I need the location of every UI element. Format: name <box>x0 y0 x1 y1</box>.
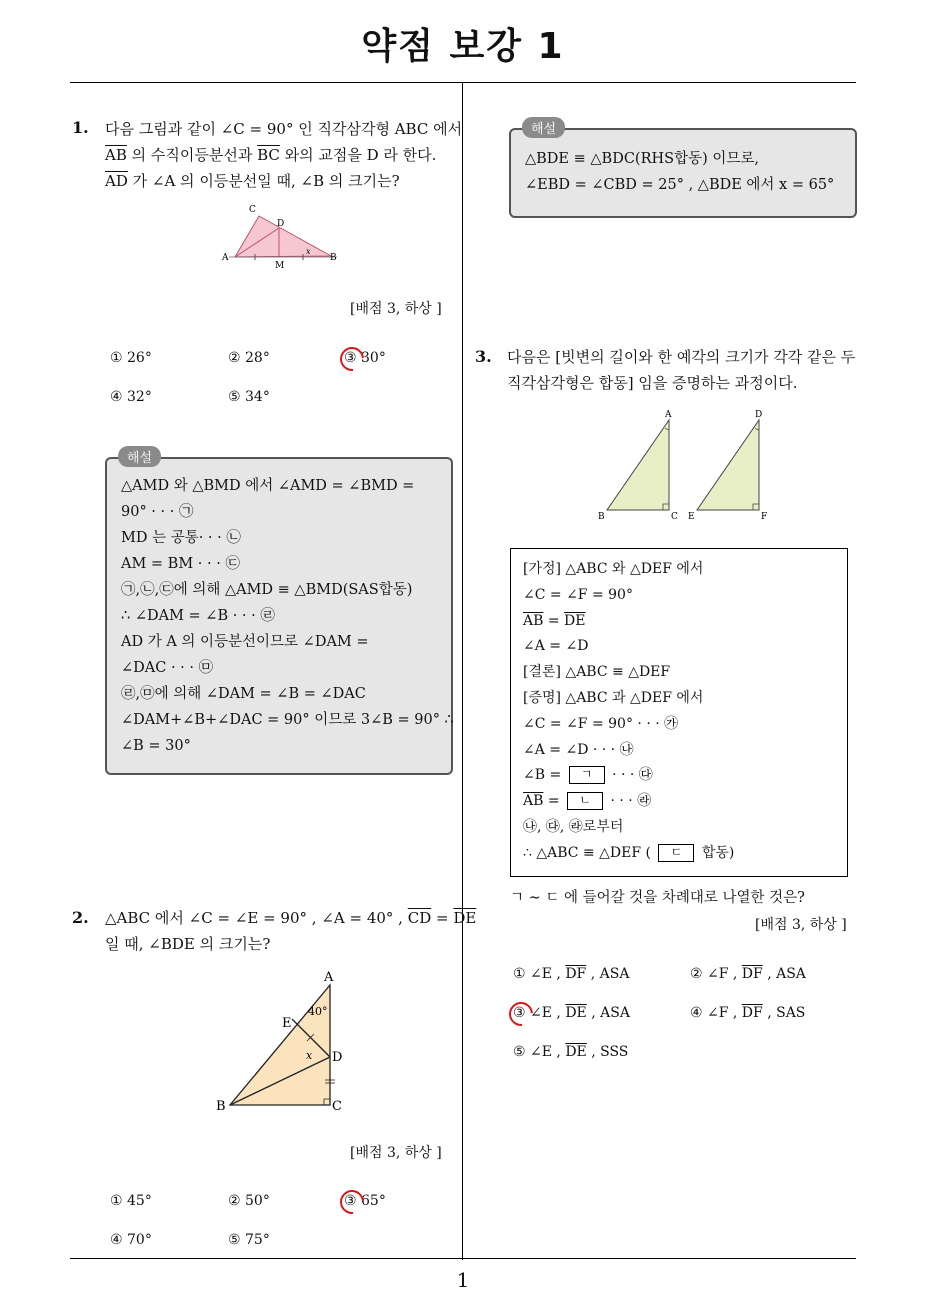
sol1-line: ∴ ∠DAM = ∠B · · · ㉣ <box>121 608 275 624</box>
q2-line1: △ABC 에서 ∠C = ∠E = 90° , ∠A = 40° , $\overline{CD} = \overline{DE}$ <box>105 909 477 927</box>
q2-fig-label-a: A <box>324 970 334 985</box>
proof-line: ∠C = ∠F = 90° · · · ㉮ <box>523 715 679 732</box>
q1-solution-box <box>105 457 453 775</box>
sol2-line: △BDE ≡ △BDC(RHS합동) 이므로, <box>525 151 759 167</box>
q2-choice-4[interactable]: ④ 70° <box>110 1232 152 1248</box>
q1-solution-tag: 해설 <box>118 446 161 467</box>
q1-number: 1. <box>72 118 89 137</box>
proof-line: [증명] △ABC 과 △DEF 에서 <box>523 689 704 706</box>
q3-fig-label-b: B <box>598 512 605 522</box>
sol1-line: ∠DAC · · · ㉤ <box>121 660 214 676</box>
sol1-line: AD 가 A 의 이등분선이므로 ∠DAM = <box>121 634 369 650</box>
q3-line2: 직각삼각형은 합동] 임을 증명하는 과정이다. <box>507 374 798 392</box>
header-divider <box>70 82 856 83</box>
q2-fig-label-e: E <box>282 1016 292 1031</box>
q2-text <box>105 905 477 957</box>
proof-line: ∴ △ABC ≡ △DEF ( ㄷ 합동) <box>523 844 735 861</box>
q2-fig-label-d: D <box>332 1050 343 1065</box>
q3-score: [배점 3, 하상 ] <box>755 917 847 933</box>
q2-triangle-figure <box>210 965 360 1115</box>
q1-line3: $\overline{AD}$ 가 ∠A 의 이등분선일 때, ∠B 의 크기는? <box>105 172 400 190</box>
q2-fig-label-x: x <box>306 1049 313 1062</box>
q1-triangle-figure <box>215 200 345 272</box>
q1-choice-4[interactable]: ④ 32° <box>110 389 152 405</box>
q2-answer-circle <box>335 1185 369 1219</box>
q3-line1: 다음은 [빗변의 길이와 한 예각의 크기가 각각 같은 두 <box>507 348 856 366</box>
sol1-line: ∠B = 30° <box>121 738 191 754</box>
q1-score: [배점 3, 하상 ] <box>350 301 442 317</box>
q1-fig-label-b: B <box>330 253 337 263</box>
q2-fig-label-angle: 40° <box>308 1005 328 1018</box>
q3-number: 3. <box>475 347 492 366</box>
proof-line: $\overline{AB} = \overline{DE}$ <box>523 612 586 629</box>
q3-fig-label-f: F <box>761 512 768 522</box>
q1-choice-2[interactable]: ② 28° <box>228 350 270 366</box>
sol2-line: ∠EBD = ∠CBD = 25° , △BDE 에서 x = 65° <box>525 177 835 193</box>
q2-choice-3[interactable]: ③ 65° <box>344 1193 386 1209</box>
q2-solution-tag: 해설 <box>522 117 565 138</box>
column-divider <box>462 82 463 1260</box>
proof-line: ∠A = ∠D · · · ㉯ <box>523 741 634 758</box>
q2-solution-box <box>509 128 857 218</box>
q2-fig-label-b: B <box>216 1099 226 1114</box>
q3-question: ㄱ ∼ ㄷ 에 들어갈 것을 차례대로 나열한 것은? <box>510 890 805 906</box>
q1-answer-circle <box>335 342 369 376</box>
q2-choice-5[interactable]: ⑤ 75° <box>228 1232 270 1248</box>
blank-a: ㄱ <box>569 766 605 784</box>
q2-score: [배점 3, 하상 ] <box>350 1145 442 1161</box>
q1-choice-1[interactable]: ① 26° <box>110 350 152 366</box>
blank-c: ㄷ <box>658 844 694 862</box>
q1-fig-label-m: M <box>275 261 285 271</box>
q1-choice-3[interactable]: ③ 30° <box>344 350 386 366</box>
sol1-line: ∠DAM+∠B+∠DAC = 90° 이므로 3∠B = 90° ∴ <box>121 712 454 728</box>
q2-choice-2[interactable]: ② 50° <box>228 1193 270 1209</box>
q1-choice-5[interactable]: ⑤ 34° <box>228 389 270 405</box>
q3-choice-3[interactable]: ③ ∠E , $\overline{DE}$ , ASA <box>513 1005 630 1021</box>
proof-line: ∠C = ∠F = 90° <box>523 586 633 603</box>
q1-text <box>105 116 463 194</box>
q1-line2: $\overline{AB}$ 의 수직이등분선과 $\overline{BC}$ 와의 교점을 D 라 한다. <box>105 146 437 164</box>
q2-line2: 일 때, ∠BDE 의 크기는? <box>105 935 271 953</box>
q3-text <box>507 344 859 396</box>
sol1-line: MD 는 공통· · · ㉡ <box>121 530 241 546</box>
page-number: 1 <box>456 1268 470 1292</box>
q3-fig-label-c: C <box>671 512 678 522</box>
q3-choice-1[interactable]: ① ∠E , $\overline{DF}$ , ASA <box>513 966 630 982</box>
q1-fig-label-c: C <box>249 205 256 215</box>
proof-line: ㉯, ㉰, ㉱로부터 <box>523 818 624 835</box>
page-title: 약점 보강 1 <box>361 26 565 67</box>
proof-line: $\overline{AB}$ = ㄴ · · · ㉱ <box>523 793 652 810</box>
q3-choice-5[interactable]: ⑤ ∠E , $\overline{DE}$ , SSS <box>513 1044 629 1060</box>
q3-choice-2[interactable]: ② ∠F , $\overline{DF}$ , ASA <box>690 966 806 982</box>
q1-fig-label-x: x <box>306 247 311 256</box>
q1-fig-label-a: A <box>222 253 229 263</box>
q2-number: 2. <box>72 908 89 927</box>
sol1-line: ㉠,㉡,㉢에 의해 △AMD ≡ △BMD(SAS합동) <box>121 582 413 598</box>
q3-choice-4[interactable]: ④ ∠F , $\overline{DF}$ , SAS <box>690 1005 806 1021</box>
proof-line: ∠B = ㄱ · · · ㉰ <box>523 767 653 784</box>
q3-answer-circle <box>504 997 538 1031</box>
q3-fig-label-a: A <box>665 410 672 420</box>
q2-fig-label-c: C <box>332 1099 342 1114</box>
sol1-line: △AMD 와 △BMD 에서 ∠AMD = ∠BMD = <box>121 478 415 494</box>
proof-line: [결론] △ABC ≡ △DEF <box>523 664 671 681</box>
sol1-line: ㉣,㉤에 의해 ∠DAM = ∠B = ∠DAC <box>121 686 366 702</box>
proof-line: ∠A = ∠D <box>523 638 589 655</box>
q3-triangles-figure <box>593 405 783 525</box>
q2-choice-1[interactable]: ① 45° <box>110 1193 152 1209</box>
proof-line: [가정] △ABC 와 △DEF 에서 <box>523 561 704 577</box>
q1-fig-label-d: D <box>277 219 285 229</box>
sol1-line: 90° · · · ㉠ <box>121 504 194 520</box>
q3-fig-label-d: D <box>755 410 763 420</box>
q3-proof-box <box>510 548 848 877</box>
blank-b: ㄴ <box>567 792 603 810</box>
q3-fig-label-e: E <box>688 512 695 522</box>
q1-line1: 다음 그림과 같이 ∠C = 90° 인 직각삼각형 ABC 에서 <box>105 120 463 138</box>
sol1-line: AM = BM · · · ㉢ <box>121 556 240 572</box>
footer-divider <box>70 1258 856 1259</box>
